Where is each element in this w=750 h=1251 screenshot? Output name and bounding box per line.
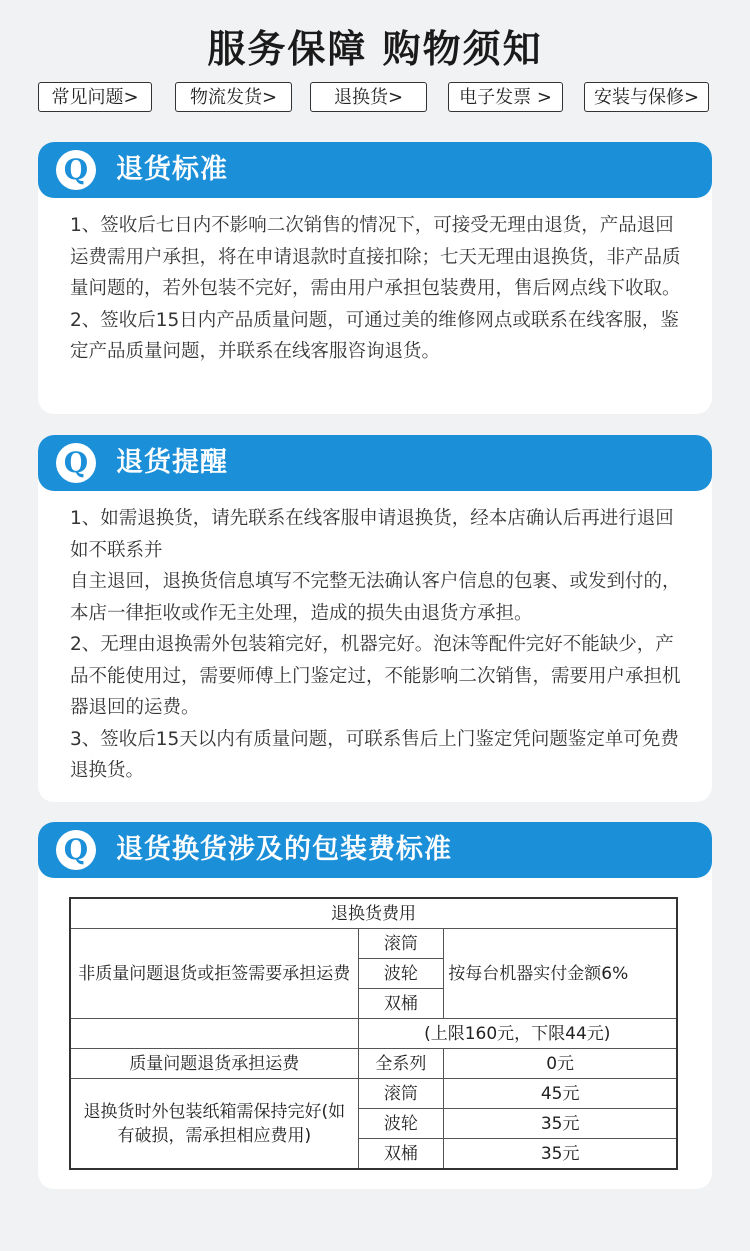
section-title: 退货换货涉及的包装费标准: [116, 834, 452, 865]
q-icon: Q: [56, 830, 96, 870]
tab-installation-warranty[interactable]: 安装与保修>: [584, 82, 709, 112]
tab-returns[interactable]: 退换货>: [310, 82, 427, 112]
section-return-reminder: [38, 435, 712, 802]
machine-type: 滚筒: [358, 1079, 444, 1109]
fee-value: 35元: [444, 1139, 677, 1170]
page-title: 服务保障 购物须知: [207, 27, 543, 71]
machine-type: 波轮: [358, 1109, 444, 1139]
table-row: [70, 1079, 677, 1109]
section-return-standard: [38, 142, 712, 414]
fee-value: 35元: [444, 1109, 677, 1139]
section-header: [38, 822, 712, 878]
section-body: [38, 491, 712, 802]
section-packaging-fee: [38, 822, 712, 1189]
table-row: [70, 1049, 677, 1079]
table-row: [70, 929, 677, 959]
paragraph: 1、如需退换货，请先联系在线客服申请退换货，经本店确认后再进行退回如不联系并: [70, 508, 674, 561]
section-title: 退货标准: [116, 154, 228, 185]
paragraph: 自主退回，退换货信息填写不完整无法确认客户信息的包裹、或发到付的，本店一律拒收或作无主处理，造成的损失由退货方承担。: [70, 571, 681, 624]
machine-type: 全系列: [358, 1049, 444, 1079]
fee-table: [69, 897, 678, 1170]
tab-shipping[interactable]: 物流发货>: [175, 82, 292, 112]
tab-invoice[interactable]: 电子发票 >: [448, 82, 563, 112]
tab-faq[interactable]: 常见问题>: [38, 82, 152, 112]
q-icon: Q: [56, 150, 96, 190]
paragraph: 3、签收后15天以内有质量问题，可联系售后上门鉴定凭问题鉴定单可免费退换货。: [70, 728, 679, 781]
tab-bar: [38, 82, 712, 116]
q-icon: Q: [56, 443, 96, 483]
paragraph: 1、签收后七日内不影响二次销售的情况下，可接受无理由退货，产品退回运费需用户承担，将在申请退款时直接扣除；七天无理由退换货，非产品质量问题的，若外包装不完好，需由用户承担包装费用，售后网点线下收取。: [70, 215, 681, 299]
table-row: [70, 1019, 677, 1049]
section-body: [38, 198, 712, 384]
machine-type: 双桶: [358, 1139, 444, 1170]
table-row: [70, 898, 677, 929]
group-label: 质量问题退货承担运费: [70, 1049, 358, 1079]
section-title: 退货提醒: [116, 447, 228, 478]
fee-value: 按每台机器实付金额6%: [444, 929, 677, 1019]
table-header: 退换货费用: [70, 898, 677, 929]
group-label: 退换货时外包装纸箱需保持完好(如有破损，需承担相应费用): [70, 1079, 358, 1170]
machine-type: 波轮: [358, 959, 444, 989]
empty-cell: [70, 1019, 358, 1049]
section-header: [38, 142, 712, 198]
section-header: [38, 435, 712, 491]
paragraph: 2、签收后15日内产品质量问题，可通过美的维修网点或联系在线客服，鉴定产品质量问题，并联系在线客服咨询退货。: [70, 309, 679, 362]
fee-limit: (上限160元，下限44元): [358, 1019, 677, 1049]
paragraph: 2、无理由退换需外包装箱完好，机器完好。泡沫等配件完好不能缺少，产品不能使用过，需要师傅上门鉴定过，不能影响二次销售，需要用户承担机器退回的运费。: [70, 634, 681, 718]
machine-type: 双桶: [358, 989, 444, 1019]
group-label: 非质量问题退货或拒签需要承担运费: [70, 929, 358, 1019]
fee-value: 0元: [444, 1049, 677, 1079]
machine-type: 滚筒: [358, 929, 444, 959]
fee-value: 45元: [444, 1079, 677, 1109]
